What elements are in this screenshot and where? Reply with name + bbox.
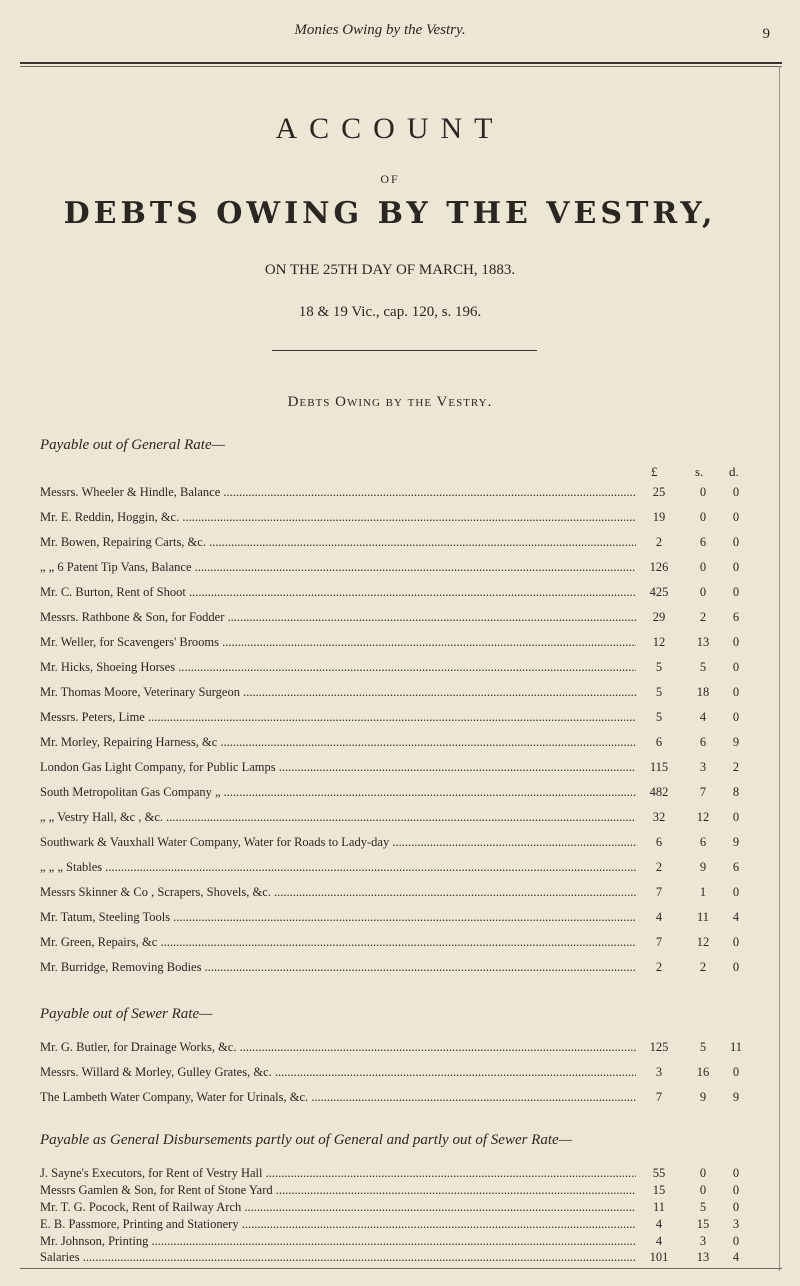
section-heading: Debts Owing by the Vestry. <box>287 394 493 410</box>
ledger-row <box>40 485 760 505</box>
ledger-pence: 0 <box>732 1065 740 1079</box>
ledger-row <box>40 935 760 955</box>
ledger-desc: South Metropolitan Gas Company „ ..... <box>40 785 636 800</box>
ledger-pounds: 482 <box>649 785 669 799</box>
ledger-shillings: 13 <box>696 635 710 649</box>
ledger-shillings: 9 <box>699 1090 707 1104</box>
ledger-pence: 6 <box>732 860 740 874</box>
ledger-row <box>40 960 760 980</box>
ledger-row <box>40 785 760 805</box>
ledger-row <box>40 1065 760 1085</box>
header-rule-thin <box>20 66 782 67</box>
bottom-rule <box>20 1268 782 1269</box>
group-heading-sewer: Payable out of Sewer Rate— <box>40 1006 213 1022</box>
ledger-desc: Mr. Green, Repairs, &c ..... <box>40 935 636 950</box>
ledger-desc: E. B. Passmore, Printing and Stationery ..... <box>40 1217 636 1232</box>
ledger-desc: Mr. Tatum, Steeling Tools ..... <box>40 910 636 925</box>
ledger-pounds: 25 <box>652 485 666 499</box>
ledger-pence: 0 <box>732 635 740 649</box>
ledger-desc: The Lambeth Water Company, Water for Urinals, &c. ..... <box>40 1090 636 1105</box>
ledger-shillings: 3 <box>699 760 707 774</box>
ledger-shillings: 6 <box>699 835 707 849</box>
ledger-pence: 0 <box>732 1183 740 1197</box>
ledger-pounds: 15 <box>652 1183 666 1197</box>
ledger-pence: 6 <box>732 610 740 624</box>
ledger-desc: Mr. Hicks, Shoeing Horses ..... <box>40 660 636 675</box>
ledger-pounds: 32 <box>652 810 666 824</box>
ledger-pounds: 5 <box>655 660 663 674</box>
ledger-shillings: 3 <box>699 1234 707 1248</box>
ledger-row <box>40 660 760 680</box>
ledger-pounds: 5 <box>655 710 663 724</box>
ledger-desc: London Gas Light Company, for Public Lamps ..... <box>40 760 636 775</box>
ledger-row <box>40 835 760 855</box>
ledger-pence: 9 <box>732 835 740 849</box>
ledger-shillings: 0 <box>699 560 707 574</box>
ledger-pence: 0 <box>732 1234 740 1248</box>
ledger-row <box>40 610 760 630</box>
ledger-shillings: 5 <box>699 1200 707 1214</box>
ledger-pounds: 7 <box>655 885 663 899</box>
ledger-pounds: 19 <box>652 510 666 524</box>
ledger-desc: Mr. E. Reddin, Hoggin, &c. ..... <box>40 510 636 525</box>
ledger-desc: Southwark & Vauxhall Water Company, Water for Roads to Lady-day ..... <box>40 835 636 850</box>
ledger-pence: 0 <box>732 485 740 499</box>
ledger-pence: 2 <box>732 760 740 774</box>
ledger-shillings: 12 <box>696 935 710 949</box>
ledger-pence: 0 <box>732 510 740 524</box>
ledger-row <box>40 535 760 555</box>
title-act: 18 & 19 Vic., cap. 120, s. 196. <box>298 304 482 320</box>
ledger-shillings: 0 <box>699 510 707 524</box>
ledger-desc: „ „ „ Stables ..... <box>40 860 636 875</box>
ledger-row <box>40 585 760 605</box>
ledger-row <box>40 1040 760 1060</box>
ledger-desc: Mr. Burridge, Removing Bodies ..... <box>40 960 636 975</box>
ledger-pounds: 6 <box>655 735 663 749</box>
header-rule <box>20 62 782 64</box>
ledger-pounds: 7 <box>655 1090 663 1104</box>
ledger-row <box>40 710 760 730</box>
ledger-pounds: 4 <box>655 1217 663 1231</box>
ledger-desc: Mr. Thomas Moore, Veterinary Surgeon ..... <box>40 685 636 700</box>
ledger-pence: 0 <box>732 810 740 824</box>
running-title: Monies Owing by the Vestry. <box>294 22 466 38</box>
ledger-pounds: 12 <box>652 635 666 649</box>
ledger-pence: 0 <box>732 1166 740 1180</box>
ledger-row <box>40 1090 760 1110</box>
title-date: ON THE 25TH DAY OF MARCH, 1883. <box>264 262 516 278</box>
ledger-row <box>40 760 760 780</box>
ledger-pounds: 101 <box>649 1250 669 1264</box>
ledger-desc: Messrs. Peters, Lime ..... <box>40 710 636 725</box>
ledger-row <box>40 910 760 930</box>
ledger-shillings: 12 <box>696 810 710 824</box>
ledger-shillings: 2 <box>699 960 707 974</box>
page-number: 9 <box>762 26 770 42</box>
ledger-desc: Messrs Gamlen & Son, for Rent of Stone Yard ..... <box>40 1183 636 1198</box>
ledger-pence: 4 <box>732 1250 740 1264</box>
ledger-pounds: 55 <box>652 1166 666 1180</box>
ledger-pounds: 2 <box>655 535 663 549</box>
ledger-pence: 0 <box>732 935 740 949</box>
ledger-pounds: 126 <box>649 560 669 574</box>
ledger-pounds: 29 <box>652 610 666 624</box>
ledger-desc: „ „ Vestry Hall, &c , &c. ..... <box>40 810 636 825</box>
ledger-pence: 0 <box>732 660 740 674</box>
column-header-pence: d. <box>729 464 739 479</box>
ledger-desc: Messrs. Rathbone & Son, for Fodder ..... <box>40 610 636 625</box>
ledger-pence: 0 <box>732 710 740 724</box>
ledger-shillings: 1 <box>699 885 707 899</box>
ledger-shillings: 13 <box>696 1250 710 1264</box>
ledger-pounds: 6 <box>655 835 663 849</box>
ledger-desc: Mr. Johnson, Printing ..... <box>40 1234 636 1249</box>
ledger-pence: 11 <box>729 1040 743 1054</box>
ledger-desc: J. Sayne's Executors, for Rent of Vestry Hall ..... <box>40 1166 636 1181</box>
ledger-desc: „ „ 6 Patent Tip Vans, Balance ..... <box>40 560 636 575</box>
ledger-row <box>40 635 760 655</box>
ledger-pence: 0 <box>732 560 740 574</box>
ledger-pence: 0 <box>732 685 740 699</box>
ledger-pounds: 5 <box>655 685 663 699</box>
ledger-shillings: 4 <box>699 710 707 724</box>
group-heading-disbursements: Payable as General Disbursements partly out of General and partly out of Sewer Rate— <box>40 1132 573 1148</box>
page-edge-line <box>779 66 780 1271</box>
ledger-shillings: 6 <box>699 735 707 749</box>
title-debts: DEBTS OWING BY THE VESTRY, <box>63 196 717 231</box>
ledger-row <box>40 810 760 830</box>
ledger-desc: Mr. T. G. Pocock, Rent of Railway Arch ..... <box>40 1200 636 1215</box>
ledger-desc: Mr. C. Burton, Rent of Shoot ..... <box>40 585 636 600</box>
ledger-pounds: 4 <box>655 910 663 924</box>
ledger-shillings: 16 <box>696 1065 710 1079</box>
ledger-desc: Mr. Morley, Repairing Harness, &c ..... <box>40 735 636 750</box>
ledger-desc: Messrs. Willard & Morley, Gulley Grates, &c. ..... <box>40 1065 636 1080</box>
ledger-pence: 3 <box>732 1217 740 1231</box>
ledger-row <box>40 860 760 880</box>
ledger-pence: 0 <box>732 585 740 599</box>
ledger-row <box>40 1250 760 1270</box>
ledger-pence: 0 <box>732 885 740 899</box>
ledger-shillings: 15 <box>696 1217 710 1231</box>
group-heading-general: Payable out of General Rate— <box>40 437 225 453</box>
ledger-pounds: 125 <box>649 1040 669 1054</box>
ledger-shillings: 0 <box>699 1183 707 1197</box>
ledger-desc: Mr. Weller, for Scavengers' Brooms ..... <box>40 635 636 650</box>
ledger-pounds: 11 <box>652 1200 666 1214</box>
ledger-pence: 9 <box>732 735 740 749</box>
ledger-shillings: 2 <box>699 610 707 624</box>
ledger-pence: 0 <box>732 535 740 549</box>
ledger-pence: 4 <box>732 910 740 924</box>
ledger-desc: Mr. G. Butler, for Drainage Works, &c. ..... <box>40 1040 636 1055</box>
ledger-desc: Messrs. Wheeler & Hindle, Balance ..... <box>40 485 636 500</box>
ledger-pence: 0 <box>732 960 740 974</box>
ledger-pounds: 7 <box>655 935 663 949</box>
ledger-shillings: 7 <box>699 785 707 799</box>
ledger-desc: Messrs Skinner & Co , Scrapers, Shovels, &c. ..... <box>40 885 636 900</box>
ledger-row <box>40 735 760 755</box>
ledger-pence: 8 <box>732 785 740 799</box>
ledger-pounds: 2 <box>655 860 663 874</box>
ledger-shillings: 9 <box>699 860 707 874</box>
ledger-row <box>40 685 760 705</box>
ledger-shillings: 5 <box>699 1040 707 1054</box>
ledger-row <box>40 885 760 905</box>
ledger-shillings: 0 <box>699 585 707 599</box>
ledger-row <box>40 560 760 580</box>
ledger-pence: 9 <box>732 1090 740 1104</box>
ledger-shillings: 18 <box>696 685 710 699</box>
ledger-shillings: 6 <box>699 535 707 549</box>
title-of: OF <box>380 172 400 186</box>
ledger-shillings: 0 <box>699 485 707 499</box>
ledger-shillings: 5 <box>699 660 707 674</box>
title-account: ACCOUNT <box>275 112 505 145</box>
ledger-pounds: 115 <box>649 760 669 774</box>
ledger-row <box>40 510 760 530</box>
ledger-pounds: 2 <box>655 960 663 974</box>
ledger-pence: 0 <box>732 1200 740 1214</box>
ledger-pounds: 425 <box>649 585 669 599</box>
ledger-pounds: 3 <box>655 1065 663 1079</box>
ledger-shillings: 0 <box>699 1166 707 1180</box>
column-header-pounds: £ <box>651 464 658 479</box>
title-rule <box>272 350 537 351</box>
ledger-desc: Mr. Bowen, Repairing Carts, &c. ..... <box>40 535 636 550</box>
ledger-pounds: 4 <box>655 1234 663 1248</box>
column-header-shillings: s. <box>695 464 704 479</box>
ledger-desc: Salaries ..... <box>40 1250 636 1265</box>
ledger-shillings: 11 <box>696 910 710 924</box>
